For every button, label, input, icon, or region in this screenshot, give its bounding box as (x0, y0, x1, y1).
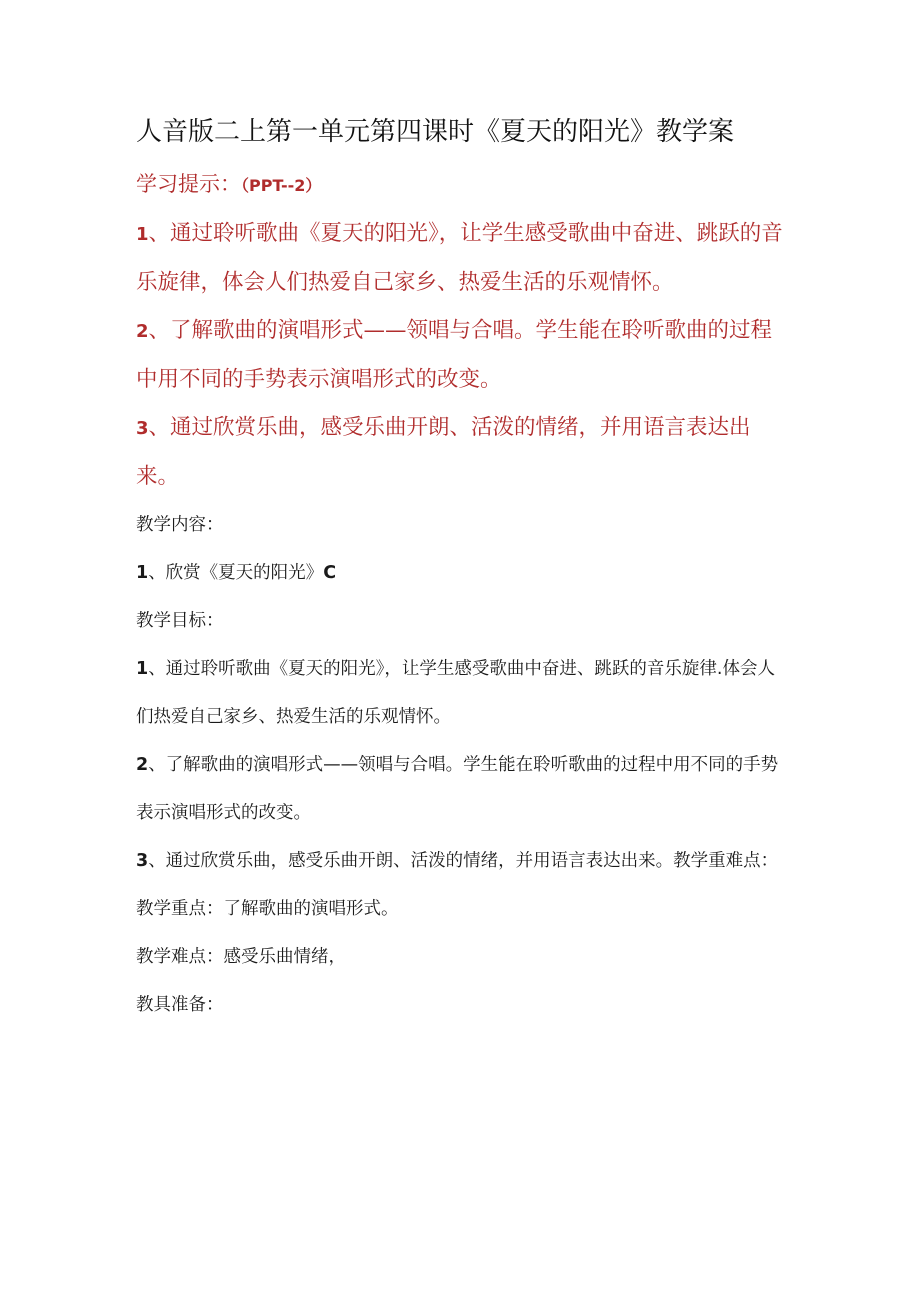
goals-heading: 教学目标： (136, 611, 224, 631)
goal-item-text: 、通过欣赏乐曲，感受乐曲开朗、活泼的情绪，并用语言表达出来。教学重难点： (148, 851, 779, 871)
teaching-focus: 教学重点：了解歌曲的演唱形式。 (136, 899, 399, 919)
hint-item-2 (136, 307, 786, 404)
content-item-1 (136, 549, 786, 597)
goal-item-text: 、了解歌曲的演唱形式——领唱与合唱。学生能在聆听歌曲的过程中用不同的手势表示演唱形式的改变。 (136, 755, 779, 823)
content-item-text: 、欣赏《夏天的阳光》 (148, 563, 324, 583)
goal-item-3 (136, 837, 786, 885)
learning-hint (136, 160, 786, 210)
teaching-difficulty: 教学难点：感受乐曲情绪， (136, 947, 346, 967)
document-title: 人音版二上第一单元第四课时《夏天的阳光》教学案 (136, 117, 735, 147)
hint-item-number: 1 (136, 224, 149, 245)
hint-item-number: 2 (136, 321, 149, 342)
goal-item-text: 、通过聆听歌曲《夏天的阳光》，让学生感受歌曲中奋进、跳跃的音乐旋律.体会人们热爱自己家乡、热爱生活的乐观情怀。 (136, 659, 775, 727)
hint-item-number: 3 (136, 418, 149, 439)
goal-item-2 (136, 741, 786, 837)
hint-item-text: 、通过欣赏乐曲，感受乐曲开朗、活泼的情绪，并用语言表达出来。 (136, 415, 751, 489)
learning-hint-label: 学习提示： (136, 172, 241, 196)
goal-item-1 (136, 645, 786, 741)
teaching-tools: 教具准备： (136, 995, 224, 1015)
goal-item-number: 2 (136, 755, 149, 775)
hint-item-text: 、通过聆听歌曲《夏天的阳光》，让学生感受歌曲中奋进、跳跃的音乐旋律，体会人们热爱自己家乡、热爱生活的乐观情怀。 (136, 221, 783, 295)
document-page (136, 108, 786, 1029)
hint-item-text: 、了解歌曲的演唱形式——领唱与合唱。学生能在聆听歌曲的过程中用不同的手势表示演唱形式的改变。 (136, 318, 773, 392)
goal-item-number: 3 (136, 851, 149, 871)
content-heading: 教学内容： (136, 515, 224, 535)
content-item-suffix: C (323, 563, 337, 583)
hint-item-1 (136, 210, 786, 307)
learning-hint-ppt: （PPT--2） (241, 176, 322, 195)
hint-item-3 (136, 404, 786, 501)
goal-item-number: 1 (136, 659, 149, 679)
content-item-number: 1 (136, 563, 149, 583)
